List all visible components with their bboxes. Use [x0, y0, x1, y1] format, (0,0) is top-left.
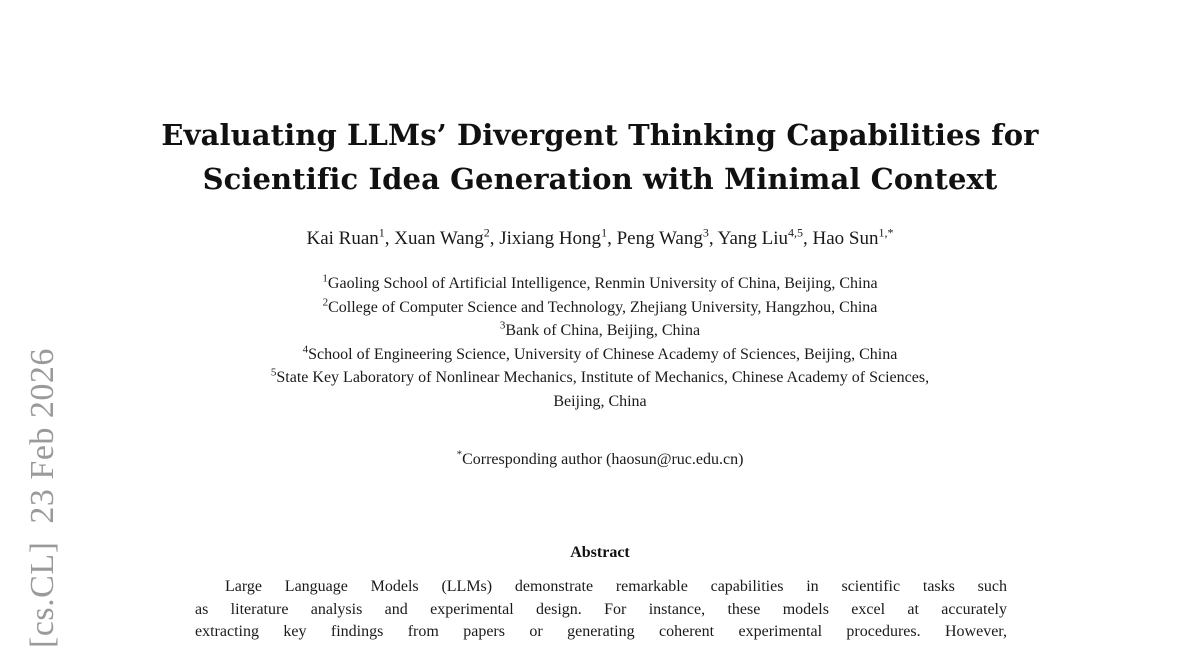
author-name: Hao Sun: [812, 228, 879, 249]
author-name: Xuan Wang: [394, 228, 484, 249]
arxiv-date: 23 Feb 2026: [24, 348, 61, 524]
author: [717, 225, 804, 249]
author-name: Yang Liu: [717, 228, 789, 249]
affiliation-text: Bank of China, Beijing, China: [505, 322, 701, 339]
affiliation-text: Beijing, China: [553, 392, 647, 410]
affiliation-mark: 4: [302, 343, 309, 356]
author-affiliation-mark: 1: [601, 225, 608, 240]
affiliation-mark: 5: [270, 366, 277, 379]
author: [616, 225, 709, 249]
author-name: Jixiang Hong: [499, 228, 602, 249]
affiliation-text: State Key Laboratory of Nonlinear Mechanics, Institute of Mechanics, Chinese Academy of Sciences,: [276, 369, 930, 386]
paper-title-line-1: Evaluating LLMs’ Divergent Thinking Capabilities for: [161, 118, 1039, 152]
author: [394, 225, 490, 249]
paper-title-line-2: Scientific Idea Generation with Minimal Context: [202, 162, 998, 196]
affiliation: [0, 272, 1200, 296]
arxiv-category: [cs.CL]: [24, 541, 61, 648]
author-affiliation-mark: 2: [483, 225, 490, 240]
corresponding-mark: *: [456, 448, 463, 461]
author-list: Kai Ruan$^1$, Xuan Wang$^2$, Jixiang Hong$^1$, Peng Wang$^3$, Yang Liu$^{4,5}$, Hao Sun$^{1,*}$: [306, 225, 894, 249]
paper-title: [0, 113, 1200, 201]
affiliation-mark: 3: [499, 319, 506, 332]
author-affiliation-mark: 1: [378, 225, 385, 240]
affiliation-continuation: [0, 390, 1200, 414]
author: [499, 225, 608, 249]
affiliation-mark: 1: [322, 272, 328, 285]
affiliation-text: College of Computer Science and Technology, Zhejiang University, Hangzhou, China: [328, 298, 878, 316]
corresponding-author-note: [0, 448, 1200, 472]
author: [306, 225, 385, 249]
affiliation: [0, 319, 1200, 343]
corresponding-text: Corresponding author (haosun@ruc.edu.cn): [462, 451, 744, 468]
affiliation-list: [0, 272, 1200, 413]
author-affiliation-mark: 1,*: [878, 225, 894, 240]
abstract-heading: Abstract: [570, 544, 630, 561]
affiliation-text: School of Engineering Science, University of Chinese Academy of Sciences, Beijing, China: [308, 345, 898, 363]
affiliation: [0, 366, 1200, 390]
affiliation: [0, 296, 1200, 320]
abstract-body: [195, 576, 1007, 644]
abstract-line: Large Language Models (LLMs) demonstrate remarkable capabilities in scientific tasks such: [225, 578, 1007, 595]
author-affiliation-mark: 4,5: [788, 225, 804, 240]
affiliation: [0, 343, 1200, 367]
author: [812, 225, 894, 249]
abstract-line: extracting key findings from papers or generating coherent experimental procedures. However,: [195, 623, 1007, 640]
affiliation-mark: 2: [322, 296, 329, 309]
author-name: Kai Ruan: [306, 228, 379, 249]
author-name: Peng Wang: [616, 228, 703, 249]
abstract-line: as literature analysis and experimental design. For instance, these models excel at accurately: [195, 600, 1007, 618]
affiliation-text: Gaoling School of Artificial Intelligence, Renmin University of China, Beijing, China: [327, 275, 878, 292]
author-affiliation-mark: 3: [702, 225, 709, 240]
